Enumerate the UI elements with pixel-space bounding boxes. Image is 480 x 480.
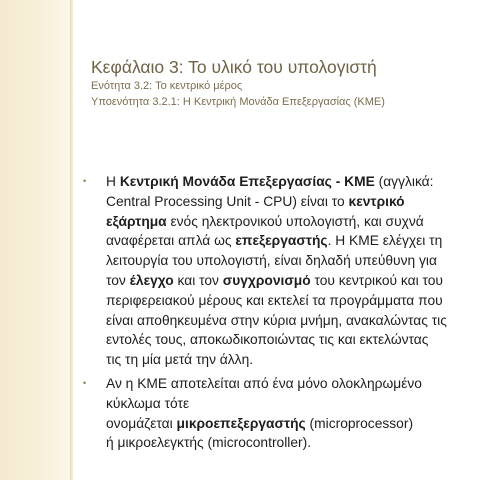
unit-subtitle: Ενότητα 3.2: Το κεντρικό μέρος [91, 80, 243, 92]
text-run: τις τη μία μετά την άλλη. [106, 352, 254, 368]
bold-term: Κεντρική Μονάδα Επεξεργασίας - ΚΜΕ [119, 174, 375, 189]
text-line [106, 374, 468, 394]
text-line [106, 231, 468, 251]
bullet-item [83, 374, 468, 453]
text-line [106, 330, 468, 350]
text-line [106, 192, 468, 212]
sidebar-divider [70, 0, 73, 480]
text-run: περιφερειακού μέρους και εκτελεί τα προγράμματα που [106, 292, 443, 308]
text-line [106, 271, 468, 291]
text-run: του κεντρικού και του [310, 272, 443, 288]
text-run: ή μικροελεγκτής (microcontroller). [106, 435, 312, 451]
text-run: (microprocessor) [305, 415, 414, 431]
text-run: εντολές τους, αποκωδικοποιώντας τις και εκτελώντας [106, 332, 429, 348]
bold-term: μικροεπεξεργαστής [176, 415, 306, 431]
text-line [106, 212, 468, 232]
text-run: (αγγλικά: [374, 174, 434, 189]
text-run: κύκλωμα τότε [106, 395, 190, 411]
text-run: Αν η ΚΜΕ αποτελείται από ένα μόνο ολοκληρωμένο [106, 375, 422, 391]
text-line [106, 414, 468, 434]
bold-term: εξάρτημα [106, 213, 167, 229]
text-run: λειτουργία του υπολογιστή, είναι δηλαδή υπεύθυνη για [106, 253, 437, 269]
bullet-list [83, 172, 468, 457]
decorative-sidebar [0, 0, 70, 480]
text-line [106, 172, 468, 192]
text-line [106, 350, 468, 370]
text-run: ονομάζεται [106, 415, 177, 431]
chapter-title: Κεφάλαιο 3: Το υλικό του υπολογιστή [91, 57, 377, 77]
text-line [106, 251, 468, 271]
bullet-text [106, 374, 468, 453]
text-line [106, 433, 468, 453]
bullet-marker-icon: • [83, 377, 87, 388]
bullet-marker-icon: • [83, 176, 87, 186]
text-run: τον [106, 272, 130, 288]
text-line [106, 311, 468, 331]
text-line [106, 394, 468, 414]
bullet-text [106, 172, 468, 370]
bullet-item [83, 172, 468, 370]
text-run: και τον [173, 272, 223, 288]
text-run: είναι αποθηκευμένα στην κύρια μνήμη, ανακαλώντας τις [106, 312, 447, 328]
text-run: Central Processing Unit - CPU) είναι το [106, 193, 349, 209]
slide-header [91, 56, 471, 110]
text-run: Η [106, 174, 120, 189]
text-run: αναφέρεται απλά ως [106, 233, 236, 249]
subunit-subtitle: Υποενότητα 3.2.1: Η Κεντρική Μονάδα Επεξεργασίας (ΚΜΕ) [91, 96, 385, 108]
bold-term: επεξεργαστής [235, 233, 328, 249]
text-line [106, 291, 468, 311]
bold-term: έλεγχο [129, 272, 174, 288]
text-run: ενός ηλεκτρονικού υπολογιστή, και συχνά [166, 213, 424, 229]
bold-term: κεντρικό [348, 193, 405, 209]
bold-term: συγχρονισμό [222, 272, 311, 288]
text-run: . Η ΚΜΕ ελέγχει τη [327, 233, 443, 249]
